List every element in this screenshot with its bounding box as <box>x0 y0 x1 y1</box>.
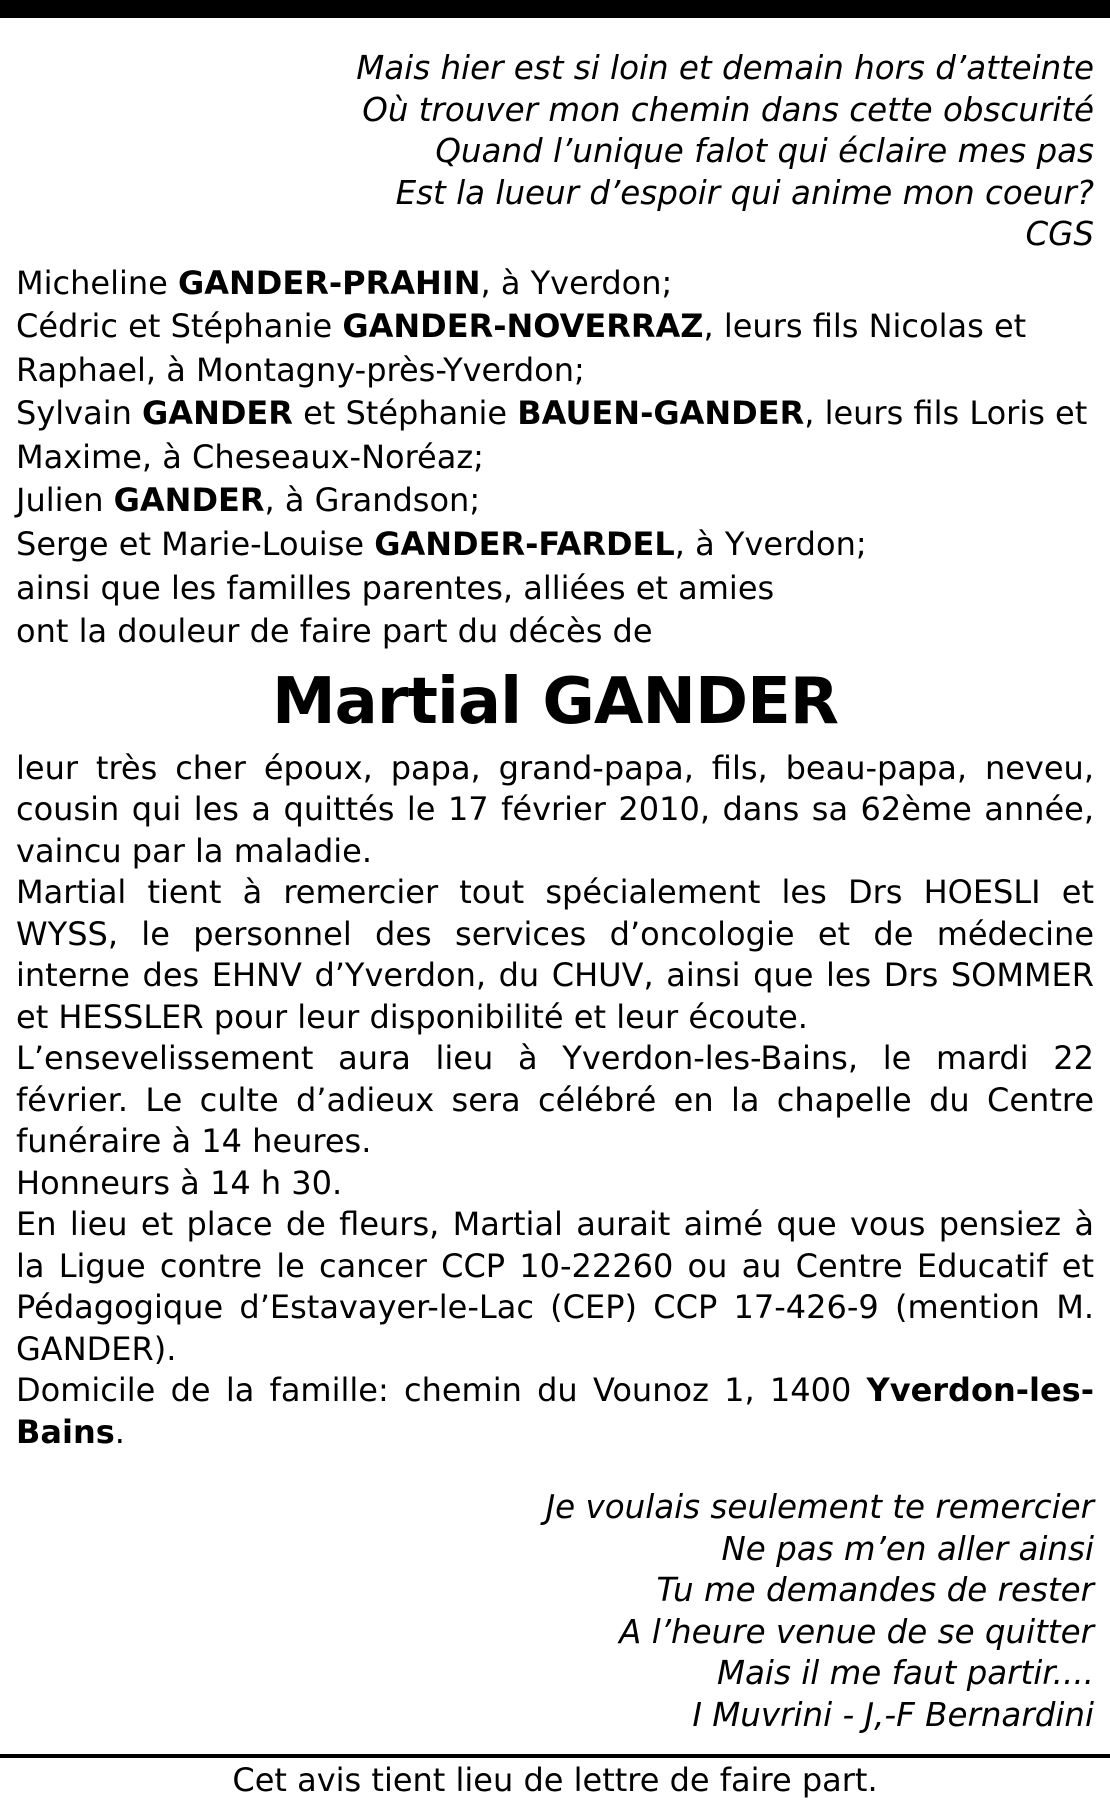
family-address: Domicile de la famille: chemin du Vounoz 1, 1400 Yverdon-les-Bains. <box>16 1371 1094 1451</box>
family-entry: Sylvain GANDER et Stéphanie BAUEN-GANDER, leurs fils Loris et Maxime, à Cheseaux-Noréaz; <box>16 394 1088 476</box>
deceased-name: Martial GANDER <box>271 664 839 739</box>
body-paragraph: leur très cher époux, papa, grand-papa, fils, beau-papa, neveu, cousin qui les a quittés le 17 février 2010, dans sa 62ème année, vaincu par la maladie. <box>16 748 1094 870</box>
closing-line: Ne pas m’en aller ainsi <box>721 1529 1094 1568</box>
closing-author: I Muvrini - J,-F Bernardini <box>692 1695 1094 1734</box>
closing-line: Je voulais seulement te remercier <box>545 1488 1094 1527</box>
body-paragraph: Honneurs à 14 h 30. <box>16 1163 343 1202</box>
epigraph-author: CGS <box>1025 215 1094 253</box>
body-paragraph: Martial tient à remercier tout spécialement les Drs HOESLI et WYSS, le personnel des services d’oncologie et de médecine interne des EHNV d’Yverdon, du CHUV, ainsi que les Drs SOMMER et HESSLER pour leur disponibilité et leur écoute. <box>16 873 1094 1036</box>
epigraph-line: Mais hier est si loin et demain hors d’atteinte <box>356 49 1094 87</box>
body-paragraph: En lieu et place de fleurs, Martial aurait aimé que vous pensiez à la Ligue contre le cancer CCP 10-22260 ou au Centre Educatif et Pédagogique d’Estavayer-le-Lac (CEP) CCP 17-426-9 (mention M. GANDER). <box>16 1205 1094 1368</box>
bottom-rule <box>0 1754 1110 1758</box>
family-entry: Julien GANDER, à Grandson; <box>16 481 481 520</box>
family-entry: Micheline GANDER-PRAHIN, à Yverdon; <box>16 263 673 302</box>
family-entry: ont la douleur de faire part du décès de <box>16 612 653 651</box>
obituary-body <box>16 748 1094 1454</box>
epigraph-line: Où trouver mon chemin dans cette obscurité <box>362 90 1094 129</box>
closing-poem <box>16 1487 1094 1736</box>
top-rule <box>0 0 1110 18</box>
body-paragraph: L’ensevelissement aura lieu à Yverdon-les-Bains, le mardi 22 février. Le culte d’adieux sera célébré en la chapelle du Centre funéraire à 14 heures. <box>16 1039 1094 1161</box>
epigraph-poem <box>16 48 1094 256</box>
epigraph-line: Quand l’unique falot qui éclaire mes pas <box>435 132 1094 170</box>
family-entry: ainsi que les familles parentes, alliées et amies <box>16 568 775 607</box>
closing-line: Tu me demandes de rester <box>656 1571 1094 1610</box>
notice-footer: Cet avis tient lieu de lettre de faire part. <box>232 1761 878 1800</box>
closing-line: A l’heure venue de se quitter <box>619 1612 1094 1651</box>
obituary-notice <box>16 48 1094 1800</box>
epigraph-line: Est la lueur d’espoir qui anime mon coeur? <box>395 173 1094 212</box>
family-list <box>16 262 1094 654</box>
family-entry: Serge et Marie-Louise GANDER-FARDEL, à Yverdon; <box>16 525 867 564</box>
closing-line: Mais il me faut partir.... <box>716 1654 1094 1693</box>
family-entry: Cédric et Stéphanie GANDER-NOVERRAZ, leurs fils Nicolas et Raphael, à Montagny-près-Yverdon; <box>16 307 1027 389</box>
